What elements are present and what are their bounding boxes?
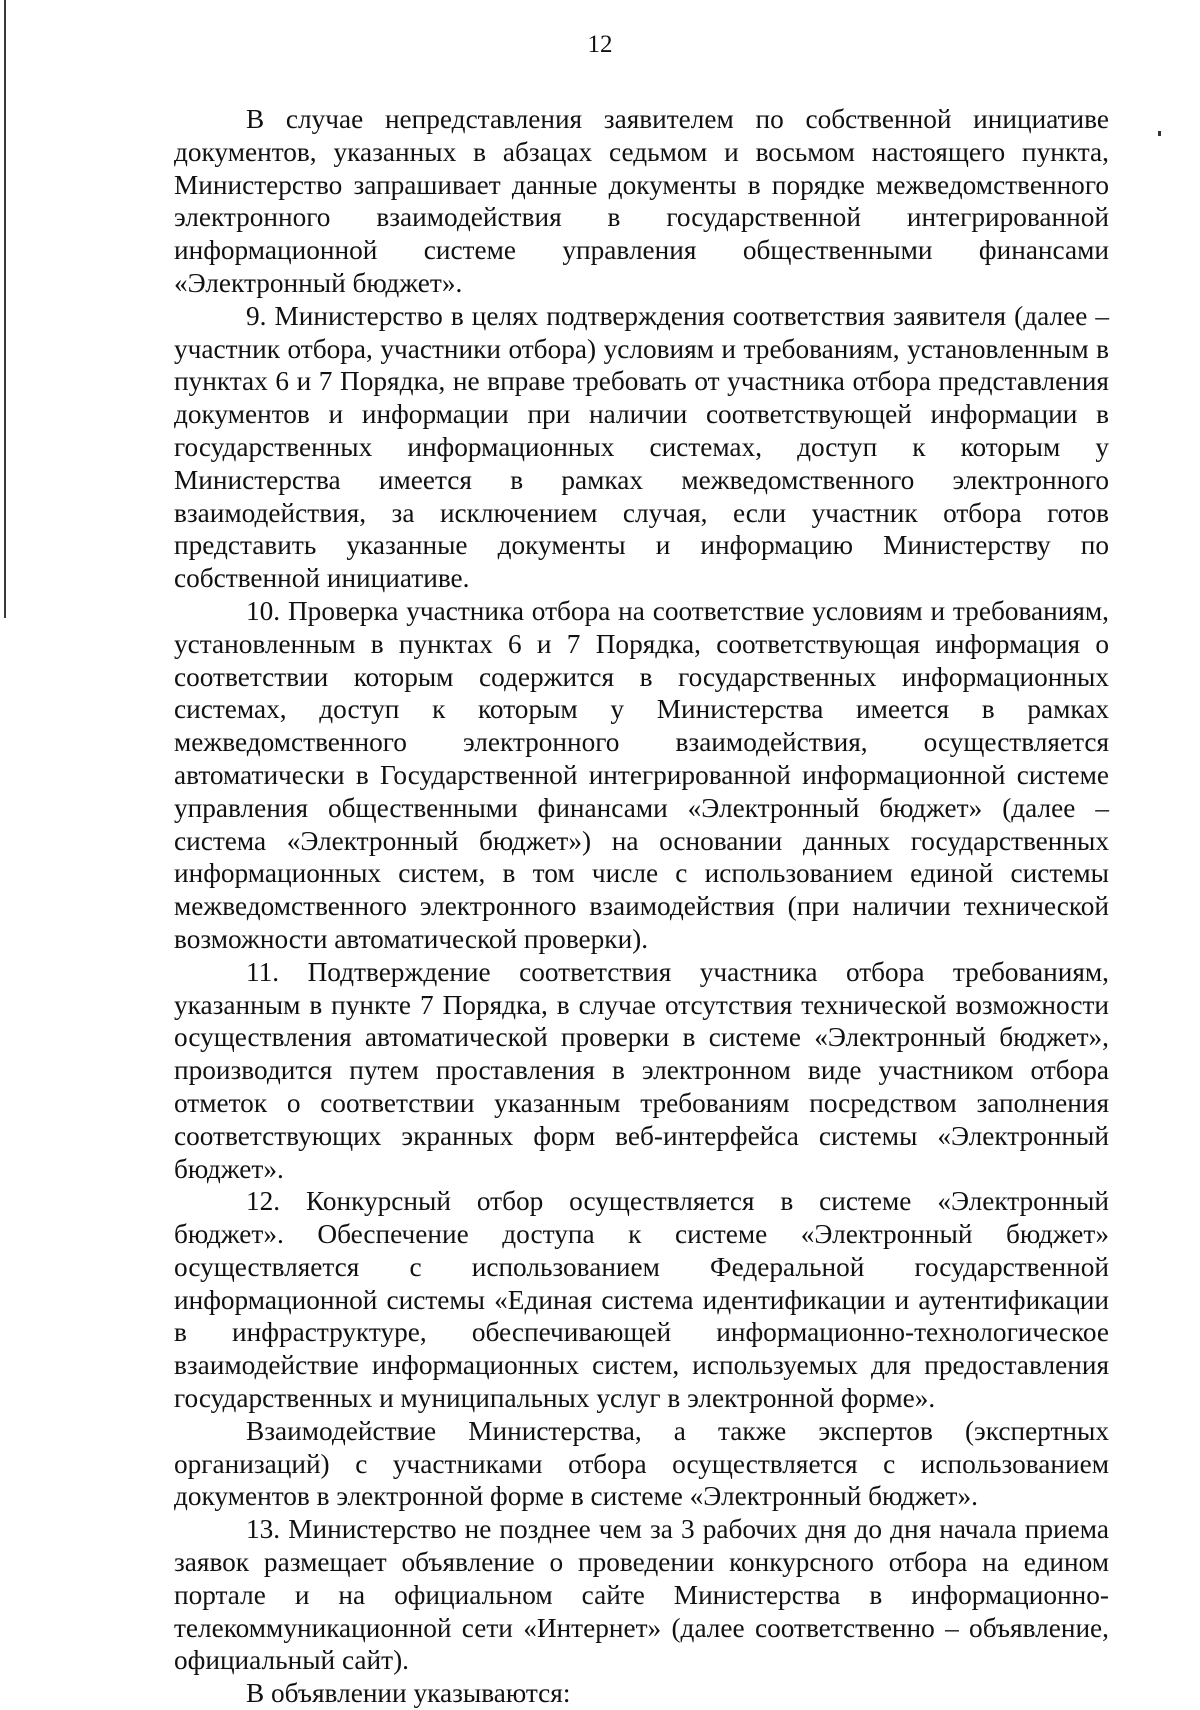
page-number: 12 [587, 31, 613, 58]
paragraph-announcement-lead: В объявлении указываются: [246, 1678, 571, 1709]
scan-speck [1158, 131, 1161, 136]
paragraph-item-10: 10. Проверка участника отбора на соответствие условиям и требованиям, установленным в пунктах 6 и 7 Порядка, соответствующая информация о соответствии которым содержится в государственных информационных системах, доступ к которым у Министерства имеется в рамках межведомственного электронного взаимодействия, осуществляется автоматически в Государственной интегрированной информационной системе управления общественными финансами «Электронный бюджет» (далее – система «Электронный бюджет») на основании данных государственных информационных систем, в том числе с использованием единой системы межведомственного электронного взаимодействия (при наличии технической возможности автоматической проверки). [174, 595, 1109, 954]
paragraph-interaction: Взаимодействие Министерства, а также экспертов (экспертных организаций) с участниками отбора осуществляется с использованием документов в электронной форме в системе «Электронный бюджет». [174, 1415, 1109, 1512]
paragraph-item-13: 13. Министерство не позднее чем за 3 рабочих дня до дня начала приема заявок размещает объявление о проведении конкурсного отбора на едином портале и на официальном сайте Министерства в информационно-телекоммуникационной сети «Интернет» (далее соответственно – объявление, официальный сайт). [174, 1514, 1109, 1676]
paragraph-item-9: 9. Министерство в целях подтверждения соответствия заявителя (далее – участник отбора, участники отбора) условиям и требованиям, установленным в пунктах 6 и 7 Порядка, не вправе требовать от участника отбора представления документов и информации при наличии соответствующей информации в государственных информационных системах, доступ к которым у Министерства имеется в рамках межведомственного электронного взаимодействия, за исключением случая, если участник отбора готов представить указанные документы и информацию Министерству по собственной инициативе. [174, 300, 1109, 594]
paragraph-item-11: 11. Подтверждение соответствия участника отбора требованиям, указанным в пункте 7 Порядка, в случае отсутствия технической возможности осуществления автоматической проверки в системе «Электронный бюджет», производится путем проставления в электронном виде участником отбора отметок о соответствии указанным требованиям посредством заполнения соответствующих экранных форм веб-интерфейса системы «Электронный бюджет». [174, 956, 1109, 1184]
paragraph-intro-request: В случае непредставления заявителем по собственной инициативе документов, указанных в абзацах седьмом и восьмом настоящего пункта, Министерство запрашивает данные документы в порядке межведомственного электронного взаимодействия в государственной интегрированной информационной системе управления общественными финансами «Электронный бюджет». [174, 104, 1109, 298]
paragraph-item-12: 12. Конкурсный отбор осуществляется в системе «Электронный бюджет». Обеспечение доступа к системе «Электронный бюджет» осуществляется с использованием Федеральной государственной информационной системы «Единая система идентификации и аутентификации в инфраструктуре, обеспечивающей информационно-технологическое взаимодействие информационных систем, используемых для предоставления государственных и муниципальных услуг в электронной форме». [174, 1186, 1109, 1414]
document-body [174, 103, 1109, 1710]
scan-edge-line [4, 0, 6, 618]
